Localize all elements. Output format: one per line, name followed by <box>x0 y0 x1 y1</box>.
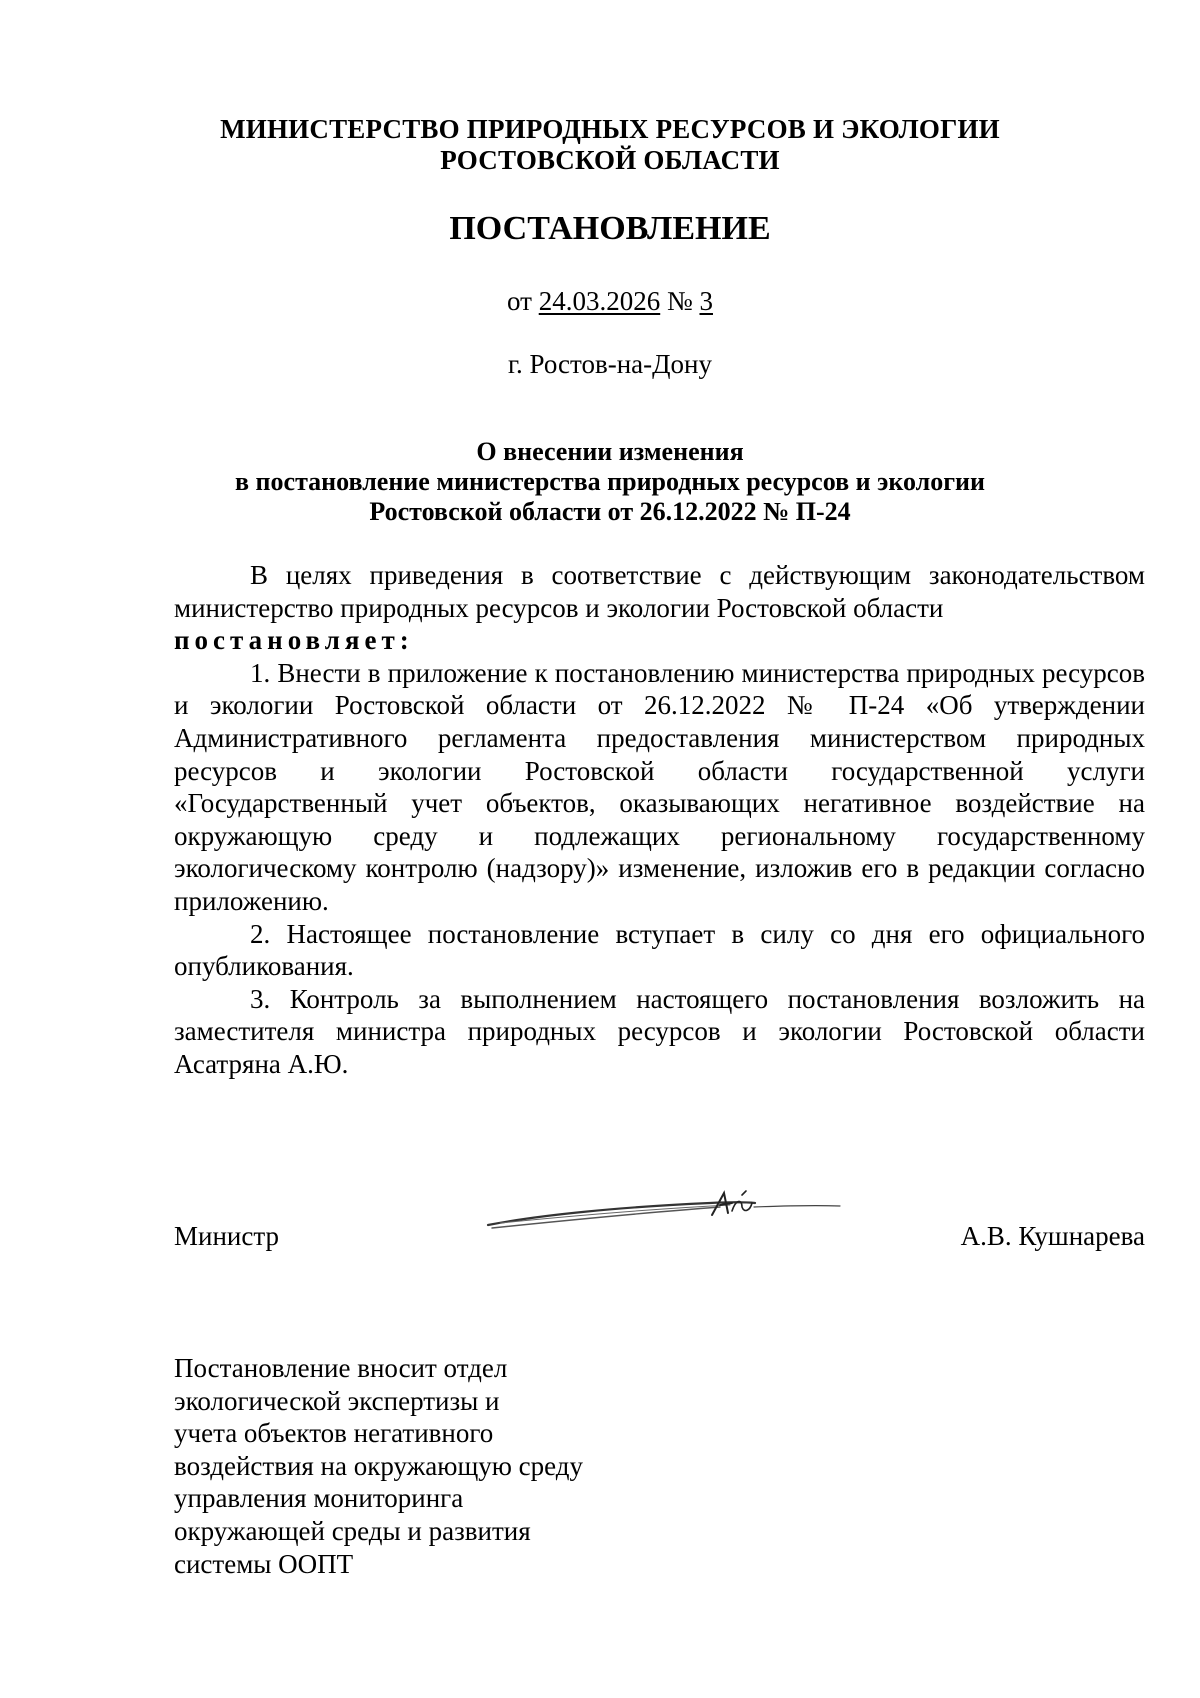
body-item-2: 2. Настоящее постановление вступает в силу со дня его официального опубликования. <box>174 918 1145 982</box>
signatory-title: Министр <box>174 1221 279 1251</box>
body-preamble: В целях приведения в соответствие с действующим законодательством министерство природных ресурсов и экологии Ростовской области <box>174 560 1145 623</box>
footer-note-line: управления мониторинга <box>174 1483 464 1514</box>
signature-block <box>174 1220 1145 1254</box>
number-sign: № <box>666 286 693 316</box>
document-date: 24.03.2026 <box>538 286 661 316</box>
footer-note-line: экологической экспертизы и <box>174 1385 500 1416</box>
body-item-3: 3. Контроль за выполнением настоящего постановления возложить на заместителя министра природных ресурсов и экологии Ростовской области Асатряна А.Ю. <box>174 983 1145 1079</box>
decree-word: постановляет: <box>174 625 414 656</box>
document-body <box>174 559 1145 1081</box>
footer-note-line: учета объектов негативного <box>174 1418 494 1449</box>
ministry-name-line2: РОСТОВСКОЙ ОБЛАСТИ <box>440 145 780 175</box>
subject-line3: Ростовской области от 26.12.2022 № П-24 <box>369 497 851 526</box>
document-type: ПОСТАНОВЛЕНИЕ <box>449 210 771 247</box>
ministry-name-line1: МИНИСТЕРСТВО ПРИРОДНЫХ РЕСУРСОВ И ЭКОЛОГИИ <box>220 114 1000 144</box>
subject-line2: в постановление министерства природных ресурсов и экологии <box>235 467 985 496</box>
document-date-number <box>170 285 1050 317</box>
footer-note-line: окружающей среды и развития <box>174 1515 531 1546</box>
footer-note-line: Постановление вносит отдел <box>174 1353 508 1383</box>
ministry-name <box>170 114 1050 176</box>
footer-note-line: системы ООПТ <box>174 1548 354 1579</box>
document-city: г. Ростов-на-Дону <box>507 349 712 379</box>
body-item-1: 1. Внести в приложение к постановлению министерства природных ресурсов и экологии Ростовской области от 26.12.2022 № П-24 «Об утверждении Административного регламента предоставления министерством природных ресурсов и экологии Ростовской области государственной услуги «Государственный учет объектов, оказывающих негативное воздействие на окружающую среду и подлежащих региональному государственному экологическому контролю (надзору)» изменение, изложив его в редакции согласно приложению. <box>174 657 1145 916</box>
footer-note <box>174 1352 694 1580</box>
subject-line1: О внесении изменения <box>476 437 744 466</box>
date-prefix: от <box>507 286 532 316</box>
footer-note-line: воздействия на окружающую среду <box>174 1450 584 1481</box>
document-subject <box>170 437 1050 527</box>
document-number: 3 <box>699 286 713 316</box>
signatory-name: А.В. Кушнарева <box>960 1221 1145 1251</box>
